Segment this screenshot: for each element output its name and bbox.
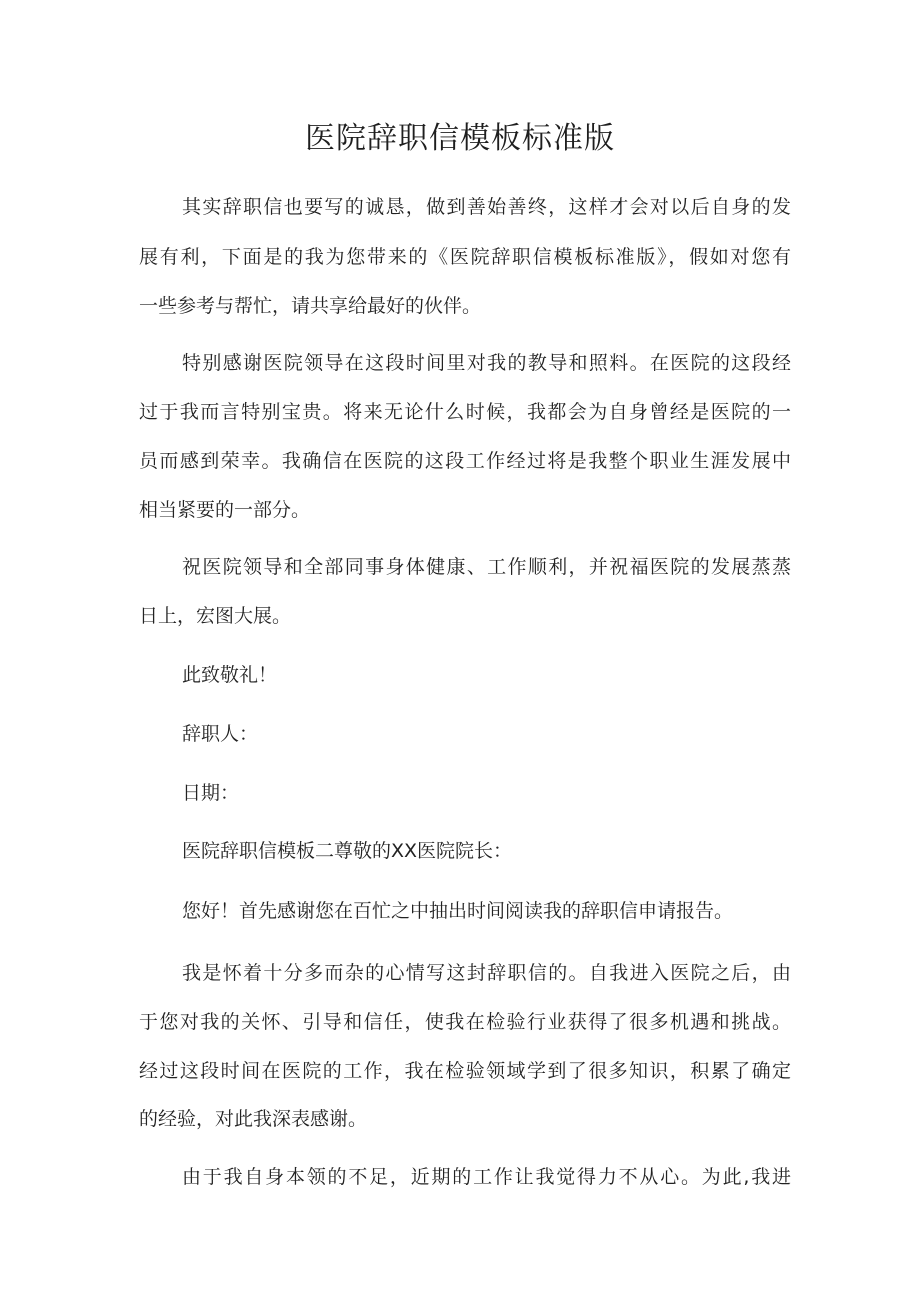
paragraph-line: 特别感谢医院领导在这段时间里对我的教导和照料。在医院的这段经 xyxy=(182,352,791,374)
paragraph-line: 经过这段时间在医院的工作，我在检验领域学到了很多知识，积累了确定 xyxy=(139,1060,791,1082)
paragraph-line: 过于我而言特别宝贵。将来无论什么时候，我都会为自身曾经是医院的一 xyxy=(139,401,791,423)
greeting-line: 您好！首先感谢您在百忙之中抽出时间阅读我的辞职信申请报告。 xyxy=(182,900,734,922)
paragraph-line: 祝医院领导和全部同事身体健康、工作顺利，并祝福医院的发展蒸蒸 xyxy=(182,556,791,578)
document-title: 医院辞职信模板标准版 xyxy=(305,121,615,156)
paragraph-line: 日上，宏图大展。 xyxy=(139,605,292,627)
closing-salutation: 此致敬礼！ xyxy=(182,664,278,686)
paragraph-line: 于您对我的关怀、引导和信任，使我在检验行业获得了很多机遇和挑战。 xyxy=(139,1011,791,1033)
paragraph-line: 展有利，下面是的我为您带来的《医院辞职信模板标准版》，假如对您有 xyxy=(139,246,791,268)
paragraph-line: 由于我自身本领的不足，近期的工作让我觉得力不从心。为此,我进 xyxy=(182,1166,791,1188)
paragraph-line: 的经验，对此我深表感谢。 xyxy=(139,1108,368,1130)
paragraph-line: 其实辞职信也要写的诚恳，做到善始善终，这样才会对以后自身的发 xyxy=(182,196,791,218)
paragraph-line: 我是怀着十分多而杂的心情写这封辞职信的。自我进入医院之后，由 xyxy=(182,962,791,984)
signature-label: 辞职人： xyxy=(182,723,259,745)
date-label: 日期： xyxy=(182,782,240,804)
paragraph-line: 一些参考与帮忙，请共享给最好的伙伴。 xyxy=(139,295,482,317)
paragraph-line: 员而感到荣幸。我确信在医院的这段工作经过将是我整个职业生涯发展中 xyxy=(139,450,791,472)
section-heading: 医院辞职信模板二尊敬的XX医院院长： xyxy=(182,840,513,862)
paragraph-line: 相当紧要的一部分。 xyxy=(139,499,311,521)
